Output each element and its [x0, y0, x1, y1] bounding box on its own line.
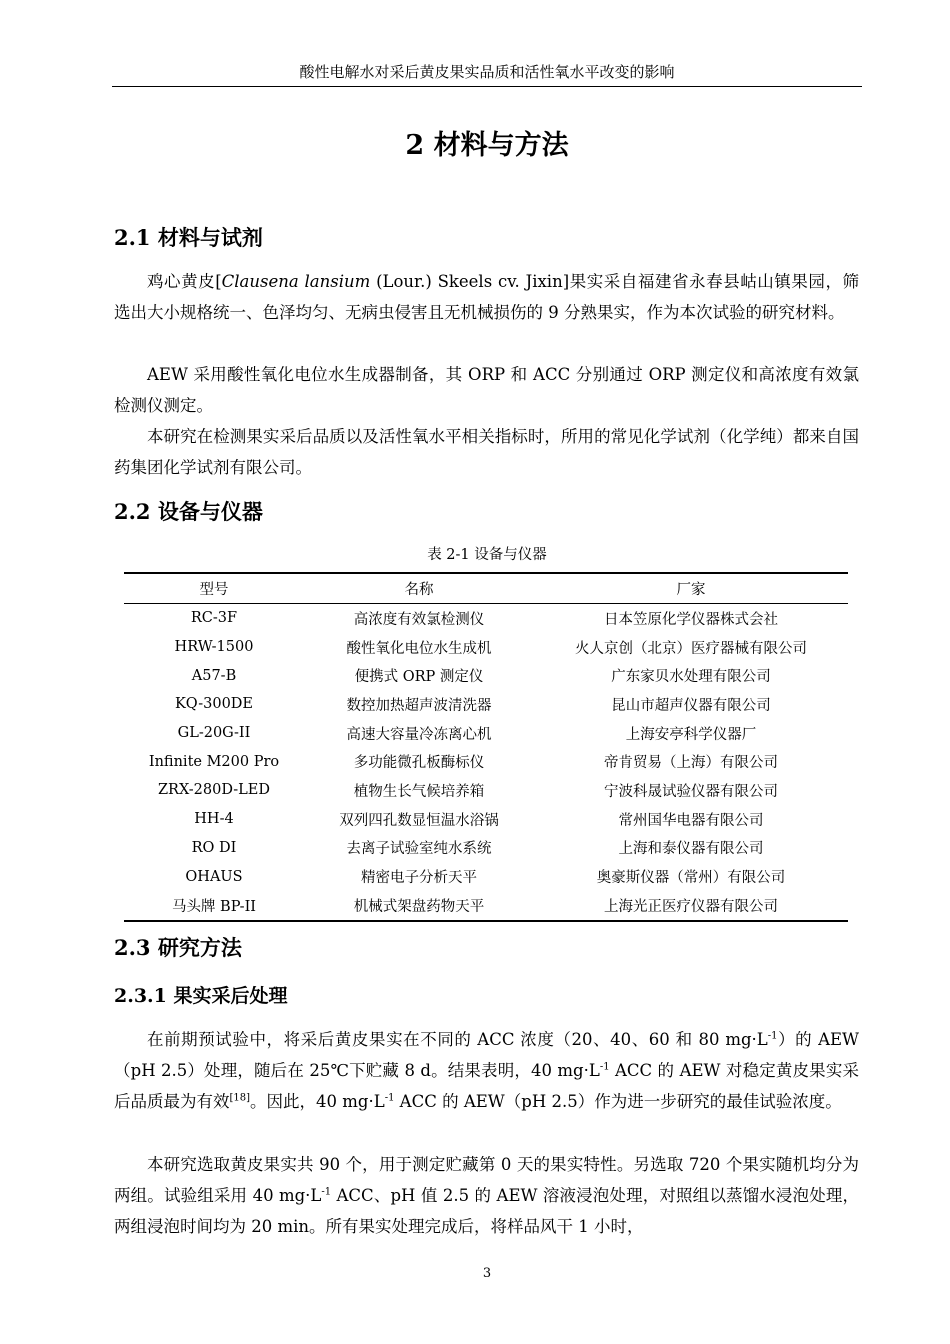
- page-number: 3: [482, 1266, 492, 1281]
- cell-manufacturer: 宁波科晟试验仪器有限公司: [604, 783, 778, 800]
- paragraph-materials-text-a: 鸡心黄皮[: [147, 272, 222, 291]
- paragraph-reagents: 本研究在检测果实采后品质以及活性氧水平相关指标时，所用的常见化学试剂（化学纯）都来自国药集团化学试剂有限公司。: [114, 427, 859, 477]
- cell-name: 机械式架盘药物天平: [353, 898, 485, 915]
- cell-model: RC-3F: [190, 610, 238, 627]
- cell-manufacturer: 常州国华电器有限公司: [618, 812, 764, 829]
- cell-name: 精密电子分析天平: [361, 870, 477, 887]
- superscript-exponent: -1: [321, 1186, 332, 1198]
- section-2-3-1-heading: 2.3.1 果实采后处理: [114, 985, 288, 1007]
- cell-manufacturer: 日本笠原化学仪器株式会社: [604, 611, 778, 628]
- header-rule: [112, 86, 862, 87]
- pretest-text-5: ACC 的 AEW（pH 2.5）作为进一步研究的最佳试验浓度。: [394, 1092, 842, 1111]
- cell-name: 高速大容量冷冻离心机: [346, 726, 492, 743]
- cell-model: RO DI: [191, 839, 237, 856]
- pretest-text-4: 。因此，40 mg·L: [250, 1092, 385, 1111]
- treatment-text-2: ACC、pH 值 2.5 的 AEW 溶液浸泡处理，对照组以蒸馏水浸泡处理，两组浸泡时间均为 20 min。所有果实处理完成后，将样品风干 1 小时，: [114, 1186, 859, 1236]
- cell-model: HRW-1500: [174, 639, 254, 656]
- equipment-table: [124, 572, 848, 922]
- superscript-exponent: -1: [599, 1061, 610, 1073]
- column-header-manufacturer: 厂家: [534, 573, 848, 604]
- section-2-3-heading: 2.3 研究方法: [114, 935, 242, 960]
- pretest-text-3: ACC 的 AEW 对稳定黄皮果实采后品质最为有效: [114, 1061, 859, 1111]
- cell-name: 去离子试验室纯水系统: [346, 841, 492, 858]
- table-row: [124, 805, 848, 834]
- cell-manufacturer: 上海安亭科学仪器厂: [625, 726, 757, 743]
- cell-model: Infinite M200 Pro: [148, 753, 280, 770]
- table-header-row: [124, 573, 848, 604]
- table-row: [124, 661, 848, 690]
- paragraph-materials-text-b: (Lour.) Skeels cv. Jixin]果实采自福建省永春县岵山镇果园，筛选出大小规格统一、色泽均匀、无病虫侵害且无机械损伤的 9 分熟果实，作为本次试验的研究材料。: [114, 272, 860, 322]
- chapter-title: 2 材料与方法: [405, 130, 569, 161]
- paragraph-treatment: [114, 1149, 859, 1242]
- paragraph-pretest: [114, 1024, 859, 1117]
- cell-manufacturer: 上海光正医疗仪器有限公司: [604, 898, 778, 915]
- table-row: [124, 776, 848, 805]
- citation-reference: [18]: [229, 1092, 251, 1104]
- cell-name: 高浓度有效氯检测仪: [353, 611, 485, 628]
- treatment-text-1: 本研究选取黄皮果实共 90 个，用于测定贮藏第 0 天的果实特性。另选取 720 个果实随机均分为两组。试验组采用 40 mg·L: [114, 1155, 859, 1205]
- cell-model: HH-4: [194, 811, 234, 828]
- cell-name: 数控加热超声波清洗器: [346, 697, 492, 714]
- column-header-model: 型号: [124, 573, 304, 604]
- cell-manufacturer: 昆山市超声仪器有限公司: [611, 697, 771, 714]
- cell-name: 植物生长气候培养箱: [353, 783, 485, 800]
- cell-name: 多功能微孔板酶标仪: [353, 755, 485, 772]
- cell-manufacturer: 帝肯贸易（上海）有限公司: [604, 755, 778, 772]
- cell-name: 双列四孔数显恒温水浴锅: [339, 812, 499, 829]
- cell-name: 酸性氧化电位水生成机: [346, 640, 492, 657]
- section-2-1-heading: 2.1 材料与试剂: [114, 225, 263, 250]
- superscript-exponent: -1: [384, 1092, 395, 1104]
- table-row: [124, 891, 848, 921]
- cell-model: 马头牌 BP-II: [171, 898, 257, 915]
- cell-name: 便携式 ORP 测定仪: [354, 669, 484, 686]
- table-row: [124, 834, 848, 863]
- table-row: [124, 690, 848, 719]
- table-row: [124, 719, 848, 748]
- pretest-text-2: ）的 AEW（pH 2.5）处理，随后在 25℃下贮藏 8 d。结果表明，40 mg·L: [114, 1030, 859, 1080]
- table-row: [124, 633, 848, 662]
- cell-manufacturer: 奥豪斯仪器（常州）有限公司: [596, 870, 786, 887]
- cell-model: OHAUS: [185, 868, 243, 885]
- paragraph-aew: AEW 采用酸性氧化电位水生成器制备，其 ORP 和 ACC 分别通过 ORP 测定仪和高浓度有效氯检测仪测定。: [114, 365, 859, 415]
- cell-manufacturer: 火人京创（北京）医疗器械有限公司: [575, 640, 807, 657]
- paragraph-materials: [114, 266, 859, 328]
- column-header-name: 名称: [304, 573, 534, 604]
- pretest-text-1: 在前期预试验中，将采后黄皮果实在不同的 ACC 浓度（20、40、60 和 80 mg·L: [147, 1030, 768, 1049]
- table-row: [124, 862, 848, 891]
- cell-model: KQ-300DE: [174, 696, 254, 713]
- cell-model: ZRX-280D-LED: [157, 782, 270, 799]
- table-row: [124, 604, 848, 633]
- running-header: 酸性电解水对采后黄皮果实品质和活性氧水平改变的影响: [299, 63, 675, 81]
- cell-model: A57-B: [191, 667, 237, 684]
- table-caption: 表 2-1 设备与仪器: [427, 547, 547, 563]
- table-row: [124, 747, 848, 776]
- cell-model: GL-20G-II: [177, 725, 251, 742]
- cell-manufacturer: 广东家贝水处理有限公司: [611, 669, 771, 686]
- section-2-2-heading: 2.2 设备与仪器: [114, 499, 263, 524]
- superscript-exponent: -1: [767, 1030, 778, 1042]
- species-name-italic: Clausena lansium: [221, 272, 371, 291]
- cell-manufacturer: 上海和泰仪器有限公司: [618, 841, 764, 858]
